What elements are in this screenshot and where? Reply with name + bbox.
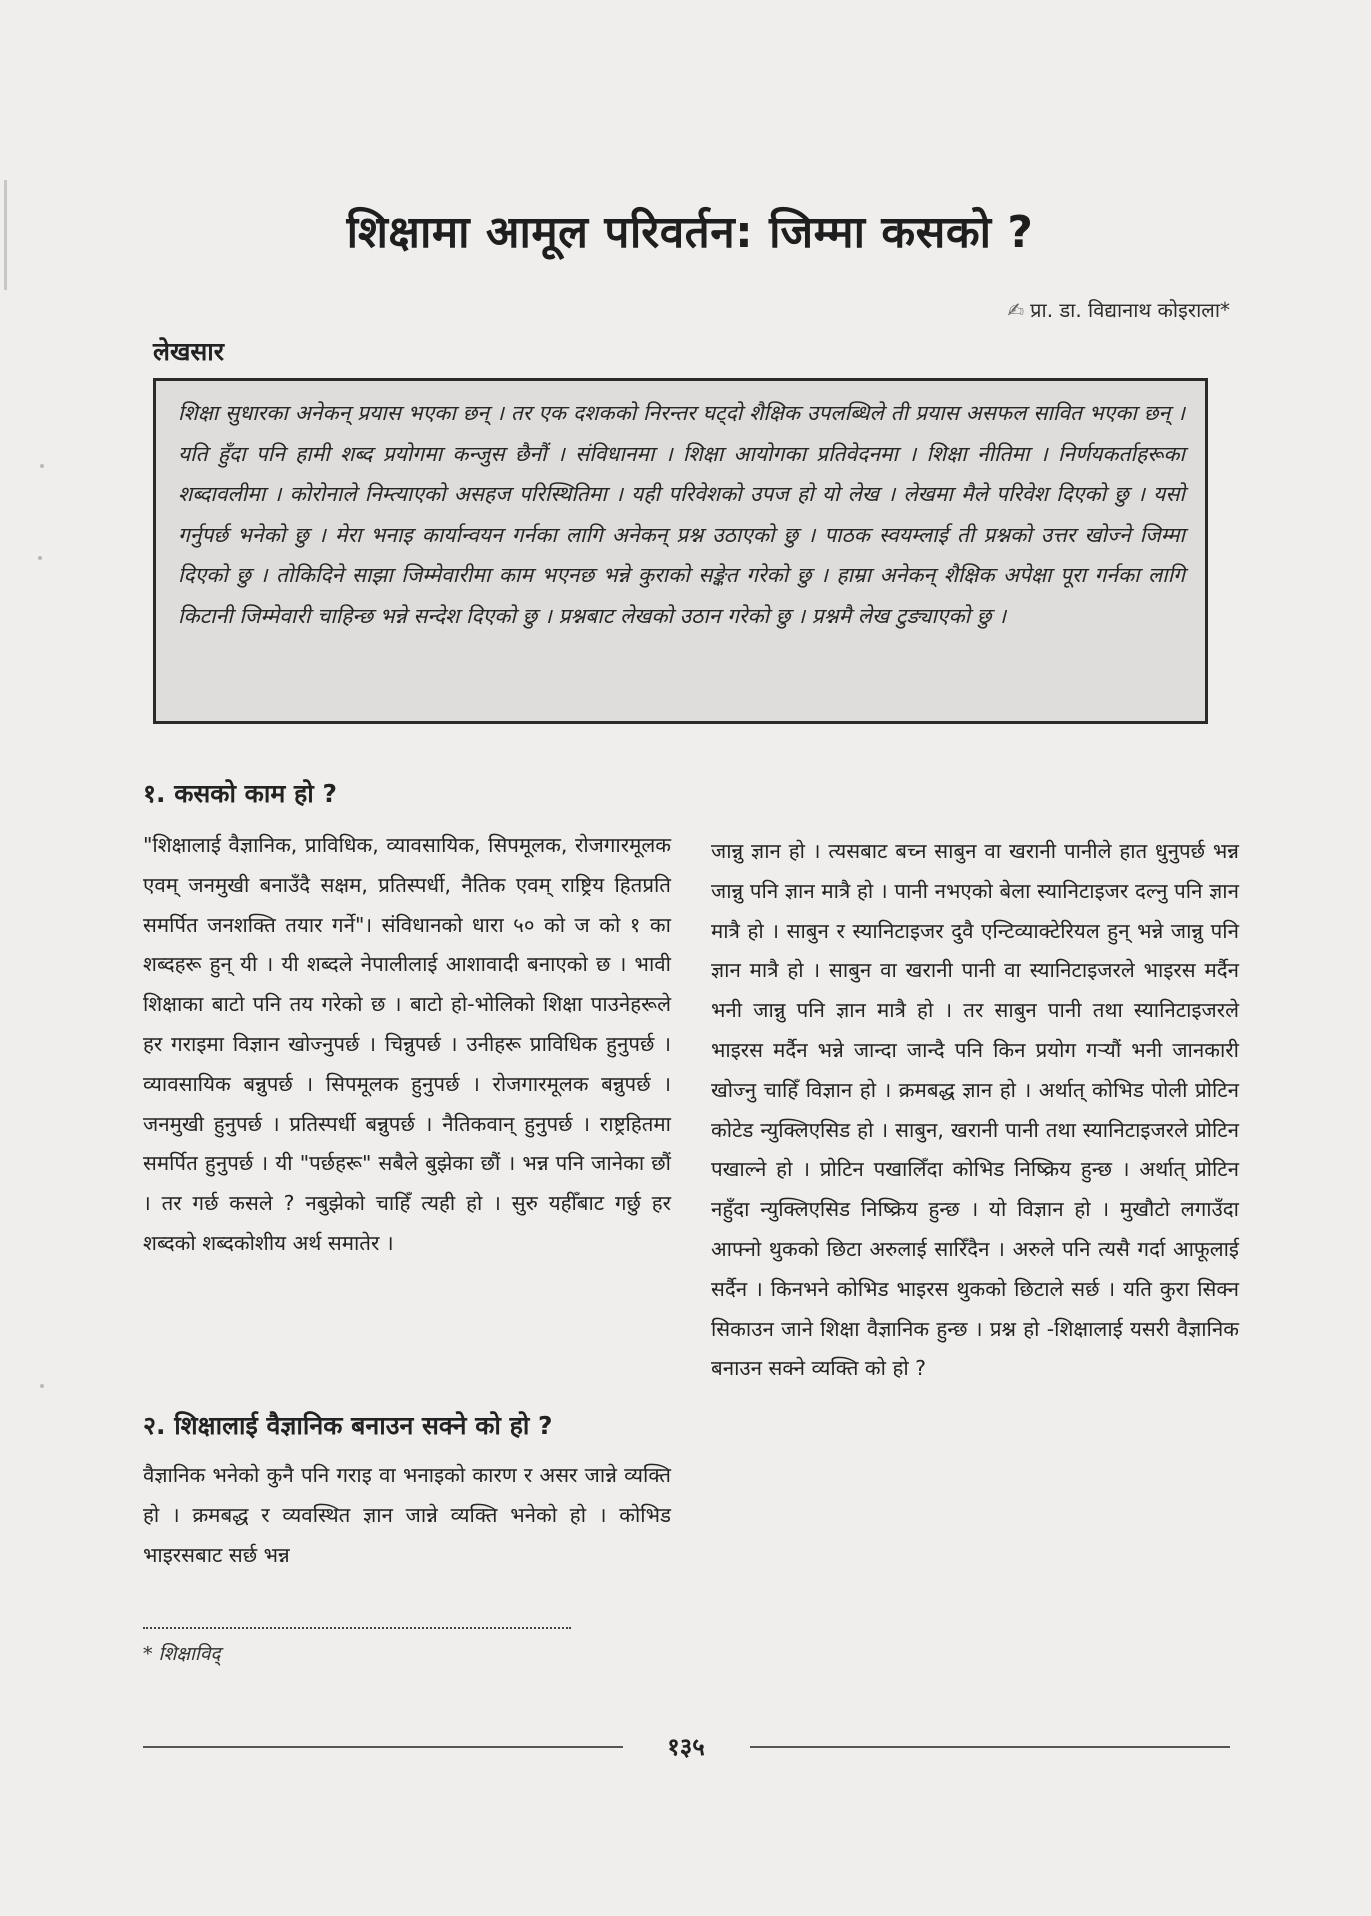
footnote-divider xyxy=(143,1627,571,1629)
scan-speck xyxy=(40,464,44,468)
scan-speck xyxy=(38,556,42,560)
abstract-label: लेखसार xyxy=(153,337,225,366)
footer-rule-right xyxy=(750,1746,1230,1748)
scan-edge-mark xyxy=(4,180,7,290)
page-number: १३५ xyxy=(667,1733,705,1761)
article-title: शिक्षामा आमूल परिवर्तन: जिम्मा कसको ? xyxy=(346,207,1034,258)
footer-rule-left xyxy=(143,1746,623,1748)
footnote: * शिक्षाविद् xyxy=(143,1643,221,1665)
section-1-body: "शिक्षालाई वैज्ञानिक, प्राविधिक, व्यावसायिक, सिपमूलक, रोजगारमूलक एवम् जनमुखी बनाउँदै सक्षम, प्रतिस्पर्धी, नैतिक एवम् राष्ट्रिय हितप्रति समर्पित जनशक्ति तयार गर्ने"। संविधानको धारा ५० को ज को १ का शब्दहरू हुन् यी । यी शब्दले नेपालीलाई आशावादी बनाएको छ । भावी शिक्षाका बाटो पनि तय गरेको छ । बाटो हो-भोलिको शिक्षा पाउनेहरूले हर गराइमा विज्ञान खोज्नुपर्छ । चिन्नुपर्छ । उनीहरू प्राविधिक हुनुपर्छ । व्यावसायिक बन्नुपर्छ । सिपमूलक हुनुपर्छ । रोजगारमूलक बन्नुपर्छ । जनमुखी हुनुपर्छ । प्रतिस्पर्धी बन्नुपर्छ । नैतिकवान् हुनुपर्छ । राष्ट्रहितमा समर्पित हुनुपर्छ । यी "पर्छहरू" सबैले बुझेका छौं । भन्न पनि जानेका छौं । तर गर्छ कसले ? नबुझेको चाहिँ त्यही हो । सुरु यहीँबाट गर्छु हर शब्दको शब्दकोशीय अर्थ समातेर । xyxy=(143,833,671,1255)
section-1-heading: १. कसको काम हो ? xyxy=(143,779,337,808)
author-line xyxy=(890,296,1230,323)
abstract-box xyxy=(153,378,1208,724)
section-2-continuation: जान्नु ज्ञान हो । त्यसबाट बच्न साबुन वा खरानी पानीले हात धुनुपर्छ भन्न जान्नु पनि ज्ञान मात्रै हो । पानी नभएको बेला स्यानिटाइजर दल्नु पनि ज्ञान मात्रै हो । साबुन र स्यानिटाइजर दुवै एन्टिव्याक्टेरियल हुन् भन्ने जान्नु पनि ज्ञान मात्रै हो । साबुन वा खरानी पानी वा स्यानिटाइजरले भाइरस मर्दैन भनी जान्नु पनि ज्ञान मात्रै हो । तर साबुन पानी तथा स्यानिटाइजरले भाइरस मर्दैन भन्ने जान्दा जान्दै पनि किन प्रयोग गर्‍यौं भनी जानकारी खोज्नु चाहिँ विज्ञान हो । क्रमबद्ध ज्ञान हो । अर्थात् कोभिड पोली प्रोटिन कोटेड न्युक्लिएसिड हो । साबुन, खरानी पानी तथा स्यानिटाइजरले प्रोटिन पखाल्ने हो । प्रोटिन पखालिँदा कोभिड निष्क्रिय हुन्छ । अर्थात् प्रोटिन नहुँदा न्युक्लिएसिड निष्क्रिय हुन्छ । यो विज्ञान हो । मुखौटो लगाउँदा आफ्नो थुकको छिटा अरुलाई सारिँदैन । अरुले पनि त्यसै गर्दा आफूलाई सर्दैन । किनभने कोभिड भाइरस थुकको छिटाले सर्छ । यति कुरा सिक्न सिकाउन जाने शिक्षा वैज्ञानिक हुन्छ । प्रश्न हो -शिक्षालाई यसरी वैज्ञानिक बनाउन सक्ने व्यक्ति को हो ? xyxy=(711,839,1239,1381)
abstract-text: शिक्षा सुधारका अनेकन् प्रयास भएका छन् । तर एक दशकको निरन्तर घट्दो शैक्षिक उपलब्धिले ती प्रयास असफल सावित भएका छन् । यति हुँदा पनि हामी शब्द प्रयोगमा कन्जुस छैनौं । संविधानमा । शिक्षा आयोगका प्रतिवेदनमा । शिक्षा नीतिमा । निर्णयकर्ताहरूका शब्दावलीमा । कोरोनाले निम्त्याएको असहज परिस्थितिमा । यही परिवेशको उपज हो यो लेख । लेखमा मैले परिवेश दिएको छु । यसो गर्नुपर्छ भनेको छु । मेरा भनाइ कार्यान्वयन गर्नका लागि अनेकन् प्रश्न उठाएको छु । पाठक स्वयम्लाई ती प्रश्नको उत्तर खोज्ने जिम्मा दिएको छु । तोकिदिने साझा जिम्मेवारीमा काम भएनछ भन्ने कुराको सङ्केत गरेको छु । हाम्रा अनेकन् शैक्षिक अपेक्षा पूरा गर्नका लागि किटानी जिम्मेवारी चाहिन्छ भन्ने सन्देश दिएको छु । प्रश्नबाट लेखको उठान गरेको छु । प्रश्नमै लेख टुङ्याएको छु । xyxy=(178,401,1185,628)
section-2-body: वैज्ञानिक भनेको कुनै पनि गराइ वा भनाइको कारण र असर जान्ने व्यक्ति हो । क्रमबद्ध र व्यवस्थित ज्ञान जान्ने व्यक्ति भनेको हो । कोभिड भाइरसबाट सर्छ भन्न xyxy=(143,1463,671,1567)
pen-icon: ✍ xyxy=(1007,298,1025,322)
section-2-heading: २. शिक्षालाई वैज्ञानिक बनाउन सक्ने को हो ? xyxy=(143,1411,553,1440)
author-name: प्रा. डा. विद्यानाथ कोइराला* xyxy=(1030,298,1230,322)
scan-speck xyxy=(40,1384,44,1388)
